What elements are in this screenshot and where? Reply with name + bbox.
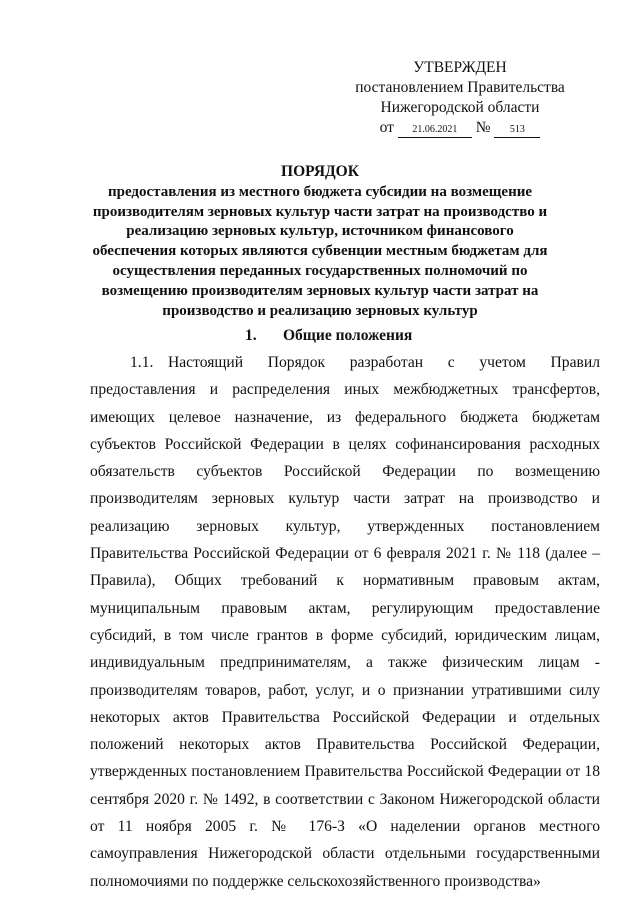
section-heading	[245, 326, 445, 346]
approval-authority: постановлением Правительства	[355, 79, 565, 96]
approval-from-label: от	[379, 119, 394, 136]
approval-date: 21.06.2021	[398, 123, 472, 138]
section-title: Общие положения	[283, 327, 413, 344]
approval-stamp	[355, 58, 565, 138]
paragraph-number: 1.1.	[130, 354, 154, 371]
document-subtitle: предоставления из местного бюджета субсидии на возмещение производителям зерновых культур части затрат на производство и реализацию зерновых культур, источником финансового обеспечения которых являются субвенции местным бюджетам для осуществления переданных государственных полномочий по возмещению производителям зерновых культур части затрат на производство и реализацию зерновых культур	[92, 183, 548, 319]
paragraph-1-1	[90, 349, 600, 895]
document-title: ПОРЯДОК	[281, 163, 359, 180]
approval-region: Нижегородской области	[380, 99, 540, 116]
paragraph-text: Настоящий Порядок разработан с учетом Правил предоставления и распределения иных межбюджетных трансфертов, имеющих целевое назначение, из федерального бюджета бюджетам субъектов Российской Федерации в целях софинансирования расходных обязательств субъектов Российской Федерации по возмещению производителям зерновых культур части затрат на производство и реализацию зерновых культур, утвержденных постановлением Правительства Российской Федерации от 6 февраля 2021 г. № 118 (далее – Правила), Общих требований к нормативным правовым актам, муниципальным правовым актам, регулирующим предоставление субсидий, в том числе грантов в форме субсидий, юридическим лицам, индивидуальным предпринимателям, а также физическим лицам - производителям товаров, работ, услуг, и о признании утратившими силу некоторых актов Правительства Российской Федерации и отдельных положений некоторых актов Правительства Российской Федерации, утвержденных постановлением Правительства Российской Федерации от 18 сентября 2020 г. № 1492, в соответствии с Законом Нижегородской области от 11 ноября 2005 г. № 176-З «О наделении органов местного самоуправления Нижегородской области отдельными государственными полномочиями по поддержке сельскохозяйственного производства»	[90, 354, 600, 890]
approval-number: 513	[494, 123, 540, 138]
section-number: 1.	[245, 327, 257, 344]
document-title-block	[90, 162, 550, 321]
approval-date-line	[355, 118, 565, 138]
approval-title: УТВЕРЖДЕН	[413, 59, 507, 76]
approval-number-label: №	[475, 119, 491, 136]
